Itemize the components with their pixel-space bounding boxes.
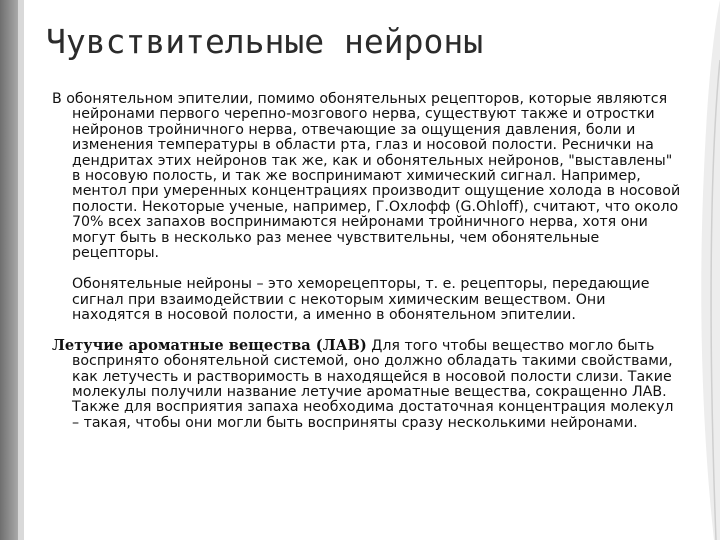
paragraph-volatile-substances <box>52 338 684 431</box>
slide-title: Чувствительные нейроны <box>46 22 484 61</box>
paragraph-trigeminal: В обонятельном эпителии, помимо обонятельных рецепторов, которые являются нейронами первого черепно-мозгового нерва, существуют также и отростки нейронов тройничного нерва, отвечающие за ощущения давления, боли и изменения температуры в области рта, глаз и носовой полости. Реснички на дендритах этих нейронов так же, как и обонятельных нейронов, "выставлены" в носовую полость, и так же воспринимают химический сигнал. Например, ментол при умеренных концентрациях производит ощущение холода в носовой полости. Некоторые ученые, например, Г.Охлофф (G.Ohloff), считают, что около 70% всех запахов воспринимаются нейронами тройничного нерва, хотя они могут быть в несколько раз менее чувствительны, чем обонятельные рецепторы. <box>52 91 681 262</box>
paragraph-lav-text: Для того чтобы вещество могло быть воспринято обонятельной системой, оно должно обладать такими свойствами, как летучесть и растворимость в находящейся в носовой полости слизи. Такие молекулы получили название летучие ароматные вещества, сокращенно ЛАВ. Также для восприятия запаха необходима достаточная концентрация молекул – такая, чтобы они могли быть восприняты сразу несколькими нейронами. <box>72 337 674 431</box>
term-lav: Летучие ароматные вещества (ЛАВ) <box>52 336 367 354</box>
paragraph-olfactory-neurons: Обонятельные нейроны – это хеморецепторы, т. е. рецепторы, передающие сигнал при взаимодействии с некоторым химическим веществом. Они находятся в носовой полости, а именно в обонятельном эпителии. <box>72 276 650 324</box>
left-decor-band <box>0 0 18 540</box>
left-decor-stripe <box>18 0 24 540</box>
right-decor-swoosh <box>680 0 720 540</box>
slide-body <box>52 92 684 431</box>
